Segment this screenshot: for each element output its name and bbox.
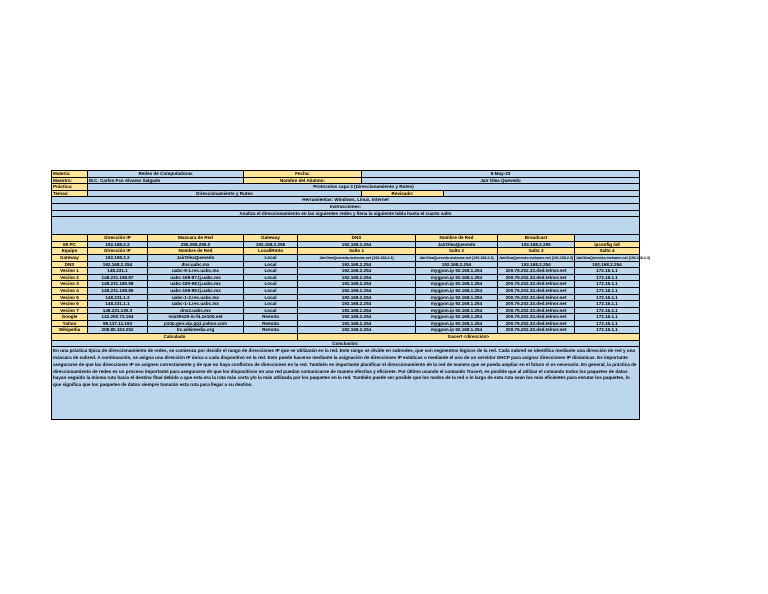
mipc-header: Dirección IP bbox=[88, 235, 148, 242]
table-cell: JairOleaQuevedo.mshome.net [192.168.2.3] bbox=[576, 255, 651, 260]
table-cell: 192.168.2.254 bbox=[88, 262, 148, 269]
table-cell: 148.231.168.89 bbox=[88, 288, 148, 295]
table-cell: mygpon.ip 92.168.1.254 bbox=[416, 301, 498, 308]
practica-label: Práctica: bbox=[52, 184, 88, 191]
table-cell: mygpon.ip 92.168.1.254 bbox=[416, 295, 498, 302]
table-cell: Local bbox=[244, 268, 298, 275]
table-row-label: Vecino 5 bbox=[52, 295, 88, 302]
table-header: Salto 4 bbox=[575, 248, 639, 255]
table-header: Equipo bbox=[52, 248, 88, 255]
table-cell: 192.168.2.254 bbox=[416, 262, 498, 269]
row-temas bbox=[52, 191, 639, 198]
table-header: Dirección IP bbox=[88, 248, 148, 255]
practica-value: Protocolos capa 3 (Direccionamiento y Ruteo) bbox=[88, 184, 639, 191]
table-cell: 148.231.130.3 bbox=[88, 308, 148, 315]
table-row bbox=[52, 308, 639, 315]
table-row bbox=[52, 288, 639, 295]
table-cell: 200.76.202.33.ded.telnor.net bbox=[498, 275, 575, 282]
table-cell: 148.231.1.1 bbox=[88, 301, 148, 308]
table-cell: JairOleaQuevedo bbox=[148, 255, 244, 262]
table-header-row bbox=[52, 248, 639, 255]
table-cell: 192.168.2.254 bbox=[298, 314, 416, 321]
table-header: Salto 3 bbox=[498, 248, 575, 255]
table-cell: 148.231.180.98 bbox=[88, 281, 148, 288]
table-cell: Remota bbox=[244, 314, 298, 321]
tracert-label: tracert <dirección> bbox=[298, 334, 639, 341]
herramientas: Herramientas: Windows, Linux, Internet bbox=[52, 197, 639, 204]
table-cell: 192.168.2.2 bbox=[88, 255, 148, 262]
mipc-value: JairOleaQuevedo bbox=[416, 242, 498, 249]
mipc-value: 192.168.2.255 bbox=[498, 242, 575, 249]
mipc-header-row bbox=[52, 235, 639, 242]
table-cell: 208.80.153.252 bbox=[88, 327, 148, 334]
table-cell: mygpon.ip 92.168.1.254 bbox=[416, 321, 498, 328]
table-header: Salto 2 bbox=[416, 248, 498, 255]
table-header: Salto 1 bbox=[298, 248, 416, 255]
instrucciones-text: Analiza el direccionamiento en las siguientes redes y llena la siguiente tabla hasta el cuarto salto bbox=[52, 211, 639, 218]
table-cell: p10p.geo.vip.gq1.yahoo.com bbox=[148, 321, 244, 328]
table-header: Local/Rmto bbox=[244, 248, 298, 255]
mipc-header: Gateway bbox=[244, 235, 298, 242]
alumno-label: Nombre del Alumno: bbox=[244, 178, 362, 185]
table-row bbox=[52, 281, 639, 288]
table-cell: 142.250.72.164 bbox=[88, 314, 148, 321]
footer-row bbox=[52, 334, 639, 341]
mipc-extra: ipconfig /all bbox=[575, 242, 639, 249]
table-cell: 200.76.202.33.ded.telnor.net bbox=[498, 321, 575, 328]
table-row bbox=[52, 314, 639, 321]
maestro-label: Maestro: bbox=[52, 178, 88, 185]
table-body bbox=[52, 254, 651, 334]
calculado-label: Calculado bbox=[52, 334, 298, 341]
table-cell: 148.231.1 bbox=[88, 268, 148, 275]
table-row bbox=[52, 295, 639, 302]
mipc-header: Broadcast bbox=[498, 235, 575, 242]
table-cell: 200.76.202.33.ded.telnor.net bbox=[498, 308, 575, 315]
table-cell: 192.168.2.254 bbox=[298, 281, 416, 288]
table-cell: Remota bbox=[244, 327, 298, 334]
table-cell: uabc-1-1.rec.uabc.mx bbox=[148, 301, 244, 308]
table-cell: 200.76.202.33.ded.telnor.net bbox=[498, 314, 575, 321]
table-cell: JairOleaQuevedo.mshome.net [192.168.2.3] bbox=[298, 255, 416, 262]
row-instrucciones bbox=[52, 211, 639, 218]
mipc-values-row bbox=[52, 242, 639, 249]
fecha-value: 5-May-23 bbox=[362, 171, 639, 178]
table-cell: 172.16.1.1 bbox=[575, 327, 639, 334]
table-cell: Local bbox=[244, 308, 298, 315]
table-cell: Local bbox=[244, 255, 298, 262]
instrucciones-label: Instrucciones: bbox=[52, 204, 639, 211]
table-cell: 98.137.11.163 bbox=[88, 321, 148, 328]
mipc-header: Mascara de Red bbox=[148, 235, 244, 242]
table-row-label: Vecino 2 bbox=[52, 275, 88, 282]
revisado-label: Revisado: bbox=[362, 191, 444, 198]
blank-gap bbox=[52, 217, 639, 235]
table-cell: mygpon.ip 92.168.1.254 bbox=[416, 281, 498, 288]
conclusion-label: Conclusión: bbox=[52, 341, 639, 348]
table-row bbox=[52, 262, 639, 269]
table-cell: 200.76.202.33.ded.telnor.net bbox=[498, 268, 575, 275]
alumno-value: Jair Olea Quevedo bbox=[362, 178, 639, 185]
table-cell: dns.uabc.mx bbox=[148, 262, 244, 269]
table-cell: uabc-169-89.tj.uabc.mx bbox=[148, 288, 244, 295]
temas-value: Direccionamiento y Ruteo bbox=[88, 191, 362, 198]
table-cell: mygpon.ip 92.168.1.254 bbox=[416, 288, 498, 295]
mipc-value: 192.168.2.255 bbox=[244, 242, 298, 249]
table-cell: 148.231.168.87 bbox=[88, 275, 148, 282]
table-row bbox=[52, 327, 639, 334]
table-cell: 192.168.2.254 bbox=[298, 327, 416, 334]
mipc-value: 192.168.2.2 bbox=[88, 242, 148, 249]
table-cell: 172.16.1.1 bbox=[575, 281, 639, 288]
revisado-value bbox=[444, 191, 639, 198]
table-cell: mygpon.ip 92.168.1.254 bbox=[416, 327, 498, 334]
table-cell: JairOleaQuevedo.mshome.net [192.168.2.3] bbox=[416, 255, 498, 262]
table-cell: 192.168.2.254 bbox=[498, 262, 575, 269]
row-materia bbox=[52, 171, 639, 178]
table-cell: mygpon.ip 92.168.1.254 bbox=[416, 308, 498, 315]
conclusion-text: En una práctica típica de direccionamiento de redes, se comienza por decidir el rango de direcciones IP que se utilizarán en la red. Este rango se divide en subredes, que son segmentos lógicos de la red. Cada subred se identifica mediante una dirección de red y una máscara de subred. A continuación, se asigna una dirección IP única a cada dispositivo en la red. Esto puede hacerse mediante la asignación de direcciones IP estáticas o mediante el uso de un servidor DHCP para asignar direcciones IP dinámicas. Es importante asegurarse de que las direcciones IP se asignen correctamente y de que no haya conflictos de direcciones en la red. También es importante planificar el direccionamiento de la red de manera que se pueda ampliar en el futuro si es necesario. En general, la práctica de direccionamiento de redes es un proceso importante para asegurarse de que los dispositivos en una red puedan comunicarse de manera efectiva y eficiente. Por último usando el comando Tracert, es posible que al utilizar el comando todos los paquetes de datos hayan seguido la misma ruta hacia el destino final debido a que esta era la ruta más corta y/o la más utilizada por los paquetes en la red. También puede ser posible que los nodos de la red o lo largo de esta ruta sean los más eficientes para enrutar los paquetes, lo que significa que los paquetes de datos siempre tomarán esta ruta para llegar a su destino. bbox=[53, 348, 637, 388]
materia-value: Redes de Computadoras bbox=[88, 171, 244, 178]
table-cell: 200.76.202.33.ded.telnor.net bbox=[498, 295, 575, 302]
conclusion-row bbox=[52, 347, 639, 419]
maestro-value: M.C. Carlos Fco Alvarez Salgado bbox=[88, 178, 244, 185]
table-cell: 172.16.1.1 bbox=[575, 275, 639, 282]
row-practica bbox=[52, 184, 639, 191]
table-row-label: Vecino 4 bbox=[52, 288, 88, 295]
table-row-label: Vecino 3 bbox=[52, 281, 88, 288]
table-cell: 172.16.1.1 bbox=[575, 321, 639, 328]
table-cell: Local bbox=[244, 281, 298, 288]
table-cell: 172.16.1.1 bbox=[575, 268, 639, 275]
table-row bbox=[52, 321, 639, 328]
table-cell: 192.168.2.254 bbox=[298, 262, 416, 269]
row-instrucciones-label bbox=[52, 204, 639, 211]
table-cell: 172.16.1.1 bbox=[575, 295, 639, 302]
table-cell: Local bbox=[244, 275, 298, 282]
table-cell: 200.76.202.33.ded.telnor.net bbox=[498, 301, 575, 308]
table-cell: 172.16.1.1 bbox=[575, 301, 639, 308]
table-row-label: Vecino 6 bbox=[52, 301, 88, 308]
table-cell: 172.16.1.1 bbox=[575, 314, 639, 321]
mipc-value: 255.255.255.0 bbox=[148, 242, 244, 249]
table-row-label: Vecino 7 bbox=[52, 308, 88, 315]
table-cell: mia09s29-in-f4.1e100.net bbox=[148, 314, 244, 321]
table-cell: 192.168.2.254 bbox=[575, 262, 639, 269]
table-cell: Remota bbox=[244, 321, 298, 328]
table-row-label: Wikipedia bbox=[52, 327, 88, 334]
table-cell: 172.16.1.1 bbox=[575, 288, 639, 295]
table-row-label: Google bbox=[52, 314, 88, 321]
mipc-value: 192.168.2.254 bbox=[298, 242, 416, 249]
table-cell: uabc-1-2.rec.uabc.mx bbox=[148, 295, 244, 302]
table-cell: 200.76.202.33.ded.telnor.net bbox=[498, 281, 575, 288]
fecha-label: Fecha: bbox=[244, 171, 362, 178]
table-cell: 192.168.2.254 bbox=[298, 301, 416, 308]
table-row bbox=[52, 268, 639, 275]
table-row-label: Vecino 1 bbox=[52, 268, 88, 275]
temas-label: Temas: bbox=[52, 191, 88, 198]
table-row bbox=[52, 254, 651, 262]
table-row-label: Yahoo bbox=[52, 321, 88, 328]
row-herramientas bbox=[52, 197, 639, 204]
materia-label: Materia: bbox=[52, 171, 88, 178]
mipc-label: MI PC bbox=[52, 242, 88, 249]
table-cell: 192.168.2.254 bbox=[298, 321, 416, 328]
table-row-label: DNS bbox=[52, 262, 88, 269]
table-cell: 148.231.1.2 bbox=[88, 295, 148, 302]
table-cell: Local bbox=[244, 295, 298, 302]
table-cell: mygpon.ip 92.168.1.254 bbox=[416, 275, 498, 282]
table-cell: mygpon.ip 92.168.1.254 bbox=[416, 268, 498, 275]
table-cell: dns2.uabc.mx bbox=[148, 308, 244, 315]
table-cell: uabc-169-87.tj.uabc.mx bbox=[148, 275, 244, 282]
table-cell: 200.76.202.33.ded.telnor.net bbox=[498, 288, 575, 295]
conclusion-label-row bbox=[52, 341, 639, 348]
table-cell: 192.168.2.254 bbox=[298, 268, 416, 275]
mipc-header: Nombre de Red bbox=[416, 235, 498, 242]
table-row-label: Gateway bbox=[52, 255, 88, 262]
table-cell: uabc-180-98.tj.uabc.mx bbox=[148, 281, 244, 288]
table-row bbox=[52, 275, 639, 282]
row-maestro bbox=[52, 178, 639, 185]
mipc-header: DNS bbox=[298, 235, 416, 242]
table-row bbox=[52, 301, 639, 308]
table-cell: Local bbox=[244, 262, 298, 269]
table-cell: JairOleaQuevedo.mshome.net [192.168.2.3] bbox=[499, 255, 574, 260]
table-cell: uabc-9-1.rec.uabc.mx bbox=[148, 268, 244, 275]
table-header: Nombre de Red bbox=[148, 248, 244, 255]
table-cell: 200.76.202.33.ded.telnor.net bbox=[498, 327, 575, 334]
table-cell: 172.16.1.1 bbox=[575, 308, 639, 315]
table-cell: 192.168.2.254 bbox=[298, 288, 416, 295]
table-cell: 192.168.2.254 bbox=[298, 275, 416, 282]
table-cell: Local bbox=[244, 301, 298, 308]
table-cell: mygpon.ip 92.168.1.254 bbox=[416, 314, 498, 321]
spreadsheet bbox=[51, 170, 651, 420]
table-cell: lrc.wikimedia.org bbox=[148, 327, 244, 334]
table-cell: 192.168.2.254 bbox=[298, 295, 416, 302]
table-cell: Local bbox=[244, 288, 298, 295]
table-cell: 192.168.2.254 bbox=[298, 308, 416, 315]
